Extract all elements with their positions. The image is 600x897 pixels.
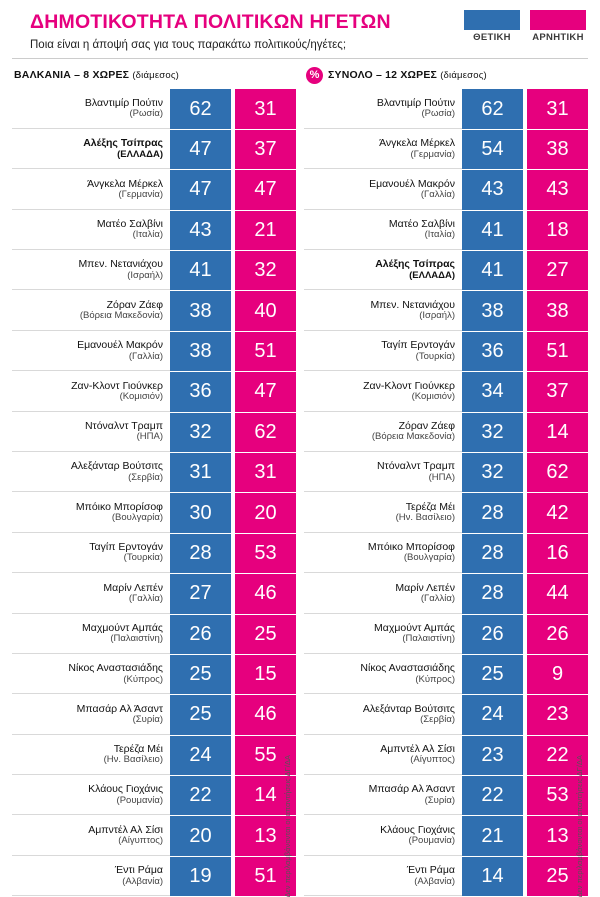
table-row (12, 493, 296, 533)
percent-icon: % (306, 67, 323, 84)
table-row (304, 776, 588, 816)
rows-total (304, 89, 588, 897)
leader-name-main: Έντι Ράμα (406, 864, 455, 877)
leader-name-country: (Γαλλία) (420, 188, 455, 200)
leader-name (12, 291, 170, 330)
leader-name-country: (Ην. Βασίλειο) (395, 512, 455, 524)
positive-value: 41 (462, 251, 523, 290)
leader-name-country: (Βουλγαρία) (111, 512, 163, 524)
leader-name-main: Μπασάρ Αλ Άσαντ (368, 783, 455, 796)
leader-name (12, 453, 170, 492)
leader-name-main: Νίκος Αναστασιάδης (68, 662, 163, 675)
leader-name-main: Ντόναλντ Τραμπ (84, 419, 163, 432)
positive-value: 25 (462, 655, 523, 694)
table-row (304, 534, 588, 574)
leader-name (12, 372, 170, 411)
leader-name-main: Άνγκελα Μέρκελ (379, 137, 455, 150)
leader-name (304, 816, 462, 855)
positive-value: 31 (170, 453, 231, 492)
leader-name-country: (Αίγυπτος) (410, 754, 455, 766)
positive-value: 41 (170, 251, 231, 290)
leader-name (304, 736, 462, 775)
leader-name-main: Ταγίπ Ερντογάν (89, 541, 163, 554)
leader-name-country: (Παλαιστίνη) (110, 633, 163, 645)
negative-value: 13 (527, 816, 588, 855)
column-balkans-header (12, 65, 296, 85)
table-row (304, 453, 588, 493)
positive-value: 22 (462, 776, 523, 815)
leader-name-country: (Ισραήλ) (419, 310, 455, 322)
legend-item-negative (530, 10, 586, 43)
positive-value: 20 (170, 816, 231, 855)
leader-name (304, 170, 462, 209)
leader-name (12, 251, 170, 290)
leader-name (12, 130, 170, 169)
table-row (12, 776, 296, 816)
negative-value: 51 (235, 857, 296, 896)
table-row (304, 857, 588, 897)
leader-name-main: Μαχμούντ Αμπάς (374, 621, 455, 634)
leader-name-country: (Κύπρος) (123, 673, 163, 685)
positive-value: 28 (462, 493, 523, 532)
negative-value: 20 (235, 493, 296, 532)
legend-label-negative: ΑΡΝΗΤΙΚΗ (532, 32, 584, 43)
legend (464, 10, 586, 43)
positive-value: 28 (462, 574, 523, 613)
table-row (12, 534, 296, 574)
positive-value: 41 (462, 211, 523, 250)
negative-value: 9 (527, 655, 588, 694)
leader-name-country: (Ρουμανία) (116, 794, 163, 806)
positive-value: 54 (462, 130, 523, 169)
leader-name (304, 776, 462, 815)
negative-value: 53 (235, 534, 296, 573)
leader-name (12, 736, 170, 775)
rows-balkans (12, 89, 296, 897)
table-row (304, 291, 588, 331)
negative-value: 27 (527, 251, 588, 290)
positive-value: 47 (170, 170, 231, 209)
leader-name-main: Μαρίν Λεπέν (395, 581, 455, 594)
legend-swatch-positive (464, 10, 520, 30)
leader-name-country: (Ρωσία) (421, 108, 455, 120)
negative-value: 18 (527, 211, 588, 250)
negative-value: 38 (527, 291, 588, 330)
table-row (12, 211, 296, 251)
leader-name-country: (Αίγυπτος) (118, 835, 163, 847)
leader-name (12, 574, 170, 613)
table-row (304, 655, 588, 695)
table-row (304, 695, 588, 735)
column-total-header (304, 65, 588, 85)
leader-name-country: (Ισραήλ) (127, 269, 163, 281)
leader-name-main: Μπεν. Νετανιάχου (370, 298, 455, 311)
negative-value: 15 (235, 655, 296, 694)
leader-name-main: Αλεξάνταρ Βούτσιτς (362, 702, 455, 715)
page-subtitle: Ποια είναι η άποψή σας για τους παρακάτω πολιτικούς/ηγέτες; (30, 39, 347, 52)
leader-name-country: (Ιταλία) (132, 229, 163, 241)
negative-value: 43 (527, 170, 588, 209)
leader-name-main: Ματέο Σαλβίνι (96, 218, 163, 231)
negative-value: 14 (235, 776, 296, 815)
positive-value: 23 (462, 736, 523, 775)
leader-name-country: (Ρωσία) (129, 108, 163, 120)
leader-name-country: (Σερβία) (420, 714, 455, 726)
positive-value: 27 (170, 574, 231, 613)
negative-value: 37 (235, 130, 296, 169)
positive-value: 25 (170, 695, 231, 734)
leader-name-country: (ΕΛΛΑΔΑ) (409, 269, 455, 281)
leader-name-main: Αλεξάνταρ Βούτσιτς (70, 460, 163, 473)
leader-name (304, 413, 462, 452)
positive-value: 34 (462, 372, 523, 411)
table-row (12, 130, 296, 170)
leader-name-main: Κλάους Γιοχάνις (380, 823, 455, 836)
leader-name-main: Εμανουέλ Μακρόν (77, 339, 163, 352)
positive-value: 26 (170, 615, 231, 654)
leader-name (12, 332, 170, 371)
leader-name (304, 857, 462, 896)
leader-name-country: (Κύπρος) (415, 673, 455, 685)
legend-label-positive: ΘΕΤΙΚΗ (473, 32, 511, 43)
table-row (304, 89, 588, 129)
table-row (12, 736, 296, 776)
positive-value: 24 (462, 695, 523, 734)
leader-name-main: Μπόικο Μπορίσοφ (75, 500, 163, 513)
leader-name-country: (ΗΠΑ) (136, 431, 163, 443)
positive-value: 30 (170, 493, 231, 532)
column-total-title (328, 69, 487, 81)
table-row (12, 89, 296, 129)
leader-name-country: (Κομισιόν) (411, 390, 455, 402)
leader-name-country: (Κομισιόν) (119, 390, 163, 402)
leader-name (12, 776, 170, 815)
leader-name-country: (Συρία) (424, 794, 455, 806)
table-row (304, 130, 588, 170)
table-row (12, 332, 296, 372)
leader-name (12, 695, 170, 734)
legend-swatch-negative (530, 10, 586, 30)
leader-name-main: Ζαν-Κλοντ Γιούνκερ (363, 379, 455, 392)
leader-name (304, 655, 462, 694)
table-row (304, 736, 588, 776)
leader-name (304, 695, 462, 734)
negative-value: 13 (235, 816, 296, 855)
table-row (304, 493, 588, 533)
table-row (12, 655, 296, 695)
leader-name-main: Ζόραν Ζάεφ (398, 419, 455, 432)
negative-value: 44 (527, 574, 588, 613)
positive-value: 22 (170, 776, 231, 815)
leader-name-main: Ζόραν Ζάεφ (106, 298, 163, 311)
positive-value: 36 (462, 332, 523, 371)
column-balkans-note: Δεν περιλαμβάνονται οι απαντήσεις ΔΓ/ΔΑ (283, 754, 292, 897)
table-row (304, 574, 588, 614)
column-total-note: Δεν περιλαμβάνονται οι απαντήσεις ΔΓ/ΔΑ (575, 754, 584, 897)
column-balkans-title-text: ΒΑΛΚΑΝΙΑ – 8 ΧΩΡΕΣ (14, 69, 130, 82)
leader-name-main: Τερέζα Μέι (405, 500, 455, 513)
table-row (304, 251, 588, 291)
leader-name-country: (Ιταλία) (424, 229, 455, 241)
positive-value: 28 (462, 534, 523, 573)
negative-value: 51 (235, 332, 296, 371)
positive-value: 19 (170, 857, 231, 896)
leader-name-country: (Σερβία) (128, 471, 163, 483)
legend-item-positive (464, 10, 520, 43)
positive-value: 62 (462, 89, 523, 128)
negative-value: 42 (527, 493, 588, 532)
table-row (304, 211, 588, 251)
table-row (12, 372, 296, 412)
leader-name-country: (Παλαιστίνη) (402, 633, 455, 645)
table-row (12, 615, 296, 655)
leader-name-country: (Βόρεια Μακεδονία) (371, 431, 455, 443)
leader-name-country: (Τουρκία) (123, 552, 163, 564)
negative-value: 47 (235, 170, 296, 209)
leader-name (12, 857, 170, 896)
header-divider (12, 58, 588, 59)
table-row (12, 251, 296, 291)
leader-name-main: Μπόικο Μπορίσοφ (367, 541, 455, 554)
leader-name-main: Ματέο Σαλβίνι (388, 218, 455, 231)
leader-name (12, 211, 170, 250)
table-row (304, 372, 588, 412)
negative-value: 22 (527, 736, 588, 775)
negative-value: 26 (527, 615, 588, 654)
table-row (12, 816, 296, 856)
leader-name (304, 453, 462, 492)
leader-name-country: (Ρουμανία) (408, 835, 455, 847)
leader-name-main: Βλαντιμίρ Πούτιν (376, 96, 455, 109)
table-row (12, 574, 296, 614)
column-total-median: (διάμεσος) (440, 70, 487, 82)
negative-value: 21 (235, 211, 296, 250)
positive-value: 14 (462, 857, 523, 896)
column-balkans-median: (διάμεσος) (132, 70, 179, 82)
leader-name-country: (Ην. Βασίλειο) (103, 754, 163, 766)
leader-name (304, 372, 462, 411)
leader-name-main: Τερέζα Μέι (113, 743, 163, 756)
leader-name-country: (ΗΠΑ) (428, 471, 455, 483)
negative-value: 40 (235, 291, 296, 330)
table-row (304, 413, 588, 453)
leader-name-main: Εμανουέλ Μακρόν (369, 177, 455, 190)
leader-name-country: (Γαλλία) (128, 350, 163, 362)
leader-name-main: Κλάους Γιοχάνις (88, 783, 163, 796)
leader-name-country: (Βουλγαρία) (403, 552, 455, 564)
table-row (304, 816, 588, 856)
positive-value: 25 (170, 655, 231, 694)
leader-name-main: Αμπντέλ Αλ Σίσι (88, 823, 163, 836)
leader-name (304, 89, 462, 128)
leader-name (304, 615, 462, 654)
positive-value: 43 (170, 211, 231, 250)
negative-value: 46 (235, 574, 296, 613)
positive-value: 32 (170, 413, 231, 452)
leader-name-main: Μπεν. Νετανιάχου (78, 258, 163, 271)
leader-name-country: (ΕΛΛΑΔΑ) (117, 148, 163, 160)
leader-name-country: (Γερμανία) (410, 148, 455, 160)
leader-name-main: Μαρίν Λεπέν (103, 581, 163, 594)
positive-value: 24 (170, 736, 231, 775)
positive-value: 21 (462, 816, 523, 855)
leader-name-country: (Γερμανία) (118, 188, 163, 200)
negative-value: 55 (235, 736, 296, 775)
leader-name-main: Αλέξης Τσίπρας (375, 258, 455, 271)
positive-value: 38 (170, 332, 231, 371)
negative-value: 62 (235, 413, 296, 452)
leader-name (12, 615, 170, 654)
positive-value: 47 (170, 130, 231, 169)
table-row (12, 170, 296, 210)
positive-value: 38 (170, 291, 231, 330)
positive-value: 38 (462, 291, 523, 330)
leader-name-main: Έντι Ράμα (114, 864, 163, 877)
negative-value: 25 (527, 857, 588, 896)
column-total (304, 65, 588, 897)
negative-value: 38 (527, 130, 588, 169)
leader-name (12, 655, 170, 694)
table-row (12, 695, 296, 735)
leader-name (12, 493, 170, 532)
negative-value: 46 (235, 695, 296, 734)
leader-name-main: Ντόναλντ Τραμπ (376, 460, 455, 473)
leader-name (304, 493, 462, 532)
leader-name-country: (Βόρεια Μακεδονία) (79, 310, 163, 322)
leader-name-country: (Συρία) (132, 714, 163, 726)
positive-value: 36 (170, 372, 231, 411)
table-row (304, 332, 588, 372)
leader-name-country: (Τουρκία) (415, 350, 455, 362)
column-balkans-title (14, 69, 179, 81)
leader-name-country: (Γαλλία) (128, 592, 163, 604)
negative-value: 32 (235, 251, 296, 290)
leader-name-main: Νίκος Αναστασιάδης (360, 662, 455, 675)
leader-name (12, 170, 170, 209)
leader-name-main: Μπασάρ Αλ Άσαντ (76, 702, 163, 715)
leader-name-main: Ταγίπ Ερντογάν (381, 339, 455, 352)
positive-value: 32 (462, 453, 523, 492)
leader-name-main: Ζαν-Κλοντ Γιούνκερ (71, 379, 163, 392)
leader-name-country: (Γαλλία) (420, 592, 455, 604)
negative-value: 53 (527, 776, 588, 815)
positive-value: 43 (462, 170, 523, 209)
leader-name (12, 816, 170, 855)
negative-value: 62 (527, 453, 588, 492)
negative-value: 47 (235, 372, 296, 411)
leader-name-main: Αλέξης Τσίπρας (83, 137, 163, 150)
table-row (12, 413, 296, 453)
positive-value: 62 (170, 89, 231, 128)
leader-name (12, 413, 170, 452)
leader-name (304, 332, 462, 371)
negative-value: 37 (527, 372, 588, 411)
leader-name (12, 89, 170, 128)
leader-name (304, 534, 462, 573)
table-row (304, 615, 588, 655)
leader-name (304, 251, 462, 290)
table-row (304, 170, 588, 210)
negative-value: 25 (235, 615, 296, 654)
negative-value: 31 (527, 89, 588, 128)
leader-name (304, 211, 462, 250)
table-row (12, 291, 296, 331)
negative-value: 16 (527, 534, 588, 573)
leader-name (304, 291, 462, 330)
chart-columns (12, 65, 588, 897)
leader-name (304, 130, 462, 169)
leader-name (12, 534, 170, 573)
positive-value: 32 (462, 413, 523, 452)
leader-name-main: Αμπντέλ Αλ Σίσι (380, 743, 455, 756)
leader-name-country: (Αλβανία) (122, 875, 163, 887)
negative-value: 31 (235, 89, 296, 128)
negative-value: 31 (235, 453, 296, 492)
negative-value: 14 (527, 413, 588, 452)
leader-name (304, 574, 462, 613)
leader-name-main: Βλαντιμίρ Πούτιν (84, 96, 163, 109)
negative-value: 23 (527, 695, 588, 734)
table-row (12, 857, 296, 897)
positive-value: 28 (170, 534, 231, 573)
page-title: ΔΗΜΟΤΙΚΟΤΗΤΑ ΠΟΛΙΤΙΚΩΝ ΗΓΕΤΩΝ (30, 11, 391, 33)
leader-name-main: Μαχμούντ Αμπάς (82, 621, 163, 634)
column-balkans (12, 65, 296, 897)
negative-value: 51 (527, 332, 588, 371)
column-total-title-text: ΣΥΝΟΛΟ – 12 ΧΩΡΕΣ (328, 69, 438, 82)
positive-value: 26 (462, 615, 523, 654)
leader-name-main: Άνγκελα Μέρκελ (87, 177, 163, 190)
table-row (12, 453, 296, 493)
leader-name-country: (Αλβανία) (414, 875, 455, 887)
